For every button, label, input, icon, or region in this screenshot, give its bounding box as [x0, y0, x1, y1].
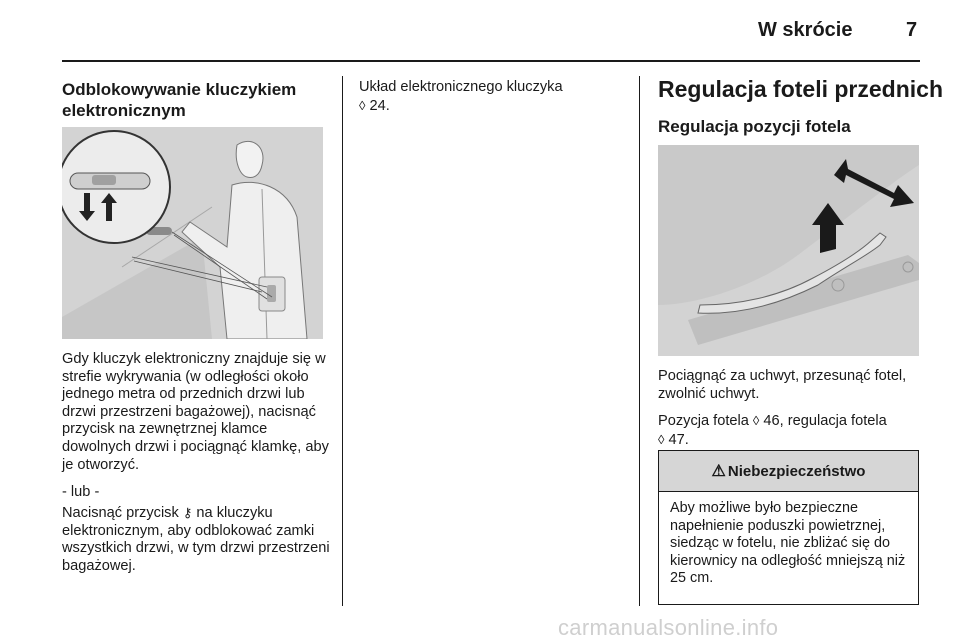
figure-keyless-unlock [62, 127, 323, 339]
figure-seat-adjustment [658, 145, 919, 356]
warning-header [659, 451, 918, 492]
warning-title: Niebezpieczeństwo [727, 462, 866, 480]
paragraph-remote-unlock-start: Nacisnąć przycisk [62, 505, 183, 521]
unlock-key-icon: ⚷ [182, 505, 193, 520]
watermark: carmanualsonline.info [558, 615, 779, 640]
header-rule [62, 60, 920, 62]
paragraph-seat-references [658, 412, 922, 449]
reference-arrow-icon: ◊ [359, 97, 366, 113]
subheading-seat-position: Regulacja pozycji fotela [658, 117, 851, 136]
reference-page-link-47[interactable]: 47. [668, 431, 689, 448]
reference-page-link[interactable]: 24. [369, 97, 390, 114]
page-number: 7 [906, 19, 918, 41]
warning-triangle-icon: ⚠ [711, 463, 726, 480]
section-heading-unlock: Odblokowywanie kluczykiem elektronicznym [62, 80, 297, 120]
cross-reference-key-layout [359, 79, 629, 115]
column-divider-left [342, 76, 343, 606]
paragraph-seat-instructions: Pociągnąć za uchwyt, przesunąć fotel, zwolnić uchwyt. [658, 368, 907, 402]
column-divider-right [639, 76, 640, 606]
paragraph-remote-unlock [62, 504, 334, 575]
cross-reference-text: Układ elektronicznego kluczyka [359, 79, 563, 95]
section-heading-seat-adjustment: Regulacja foteli przednich [658, 76, 943, 102]
reference-page-link-46[interactable]: 46, regulacja fotela [763, 413, 887, 429]
or-separator: - lub - [62, 484, 100, 500]
seat-reference-text: Pozycja fotela [658, 413, 753, 429]
warning-text: Aby możliwe było bezpieczne napełnienie poduszki powietrznej, siedząc w fotelu, nie zbliżać się do kierownicy na odległość mniejszą niż 25 cm. [670, 500, 906, 586]
page-header-title: W skrócie [758, 19, 853, 41]
reference-arrow-icon: ◊ [658, 431, 665, 447]
reference-arrow-icon: ◊ [752, 413, 760, 428]
warning-box [658, 450, 919, 605]
paragraph-remote-unlock-end: na kluczyku elektronicznym, aby odblokować zamki wszystkich drzwi, w tym drzwi przestrzeni bagażowej. [62, 505, 330, 574]
paragraph-unlock-instructions: Gdy kluczyk elektroniczny znajduje się w strefie wykrywania (w odległości około jednego metra od przednich drzwi lub drzwi przestrzeni bagażowej), nacisnąć przycisk na zewnętrznej klamce dowolnych drzwi i pociągnąć klamkę, aby je otworzyć. [62, 351, 329, 473]
